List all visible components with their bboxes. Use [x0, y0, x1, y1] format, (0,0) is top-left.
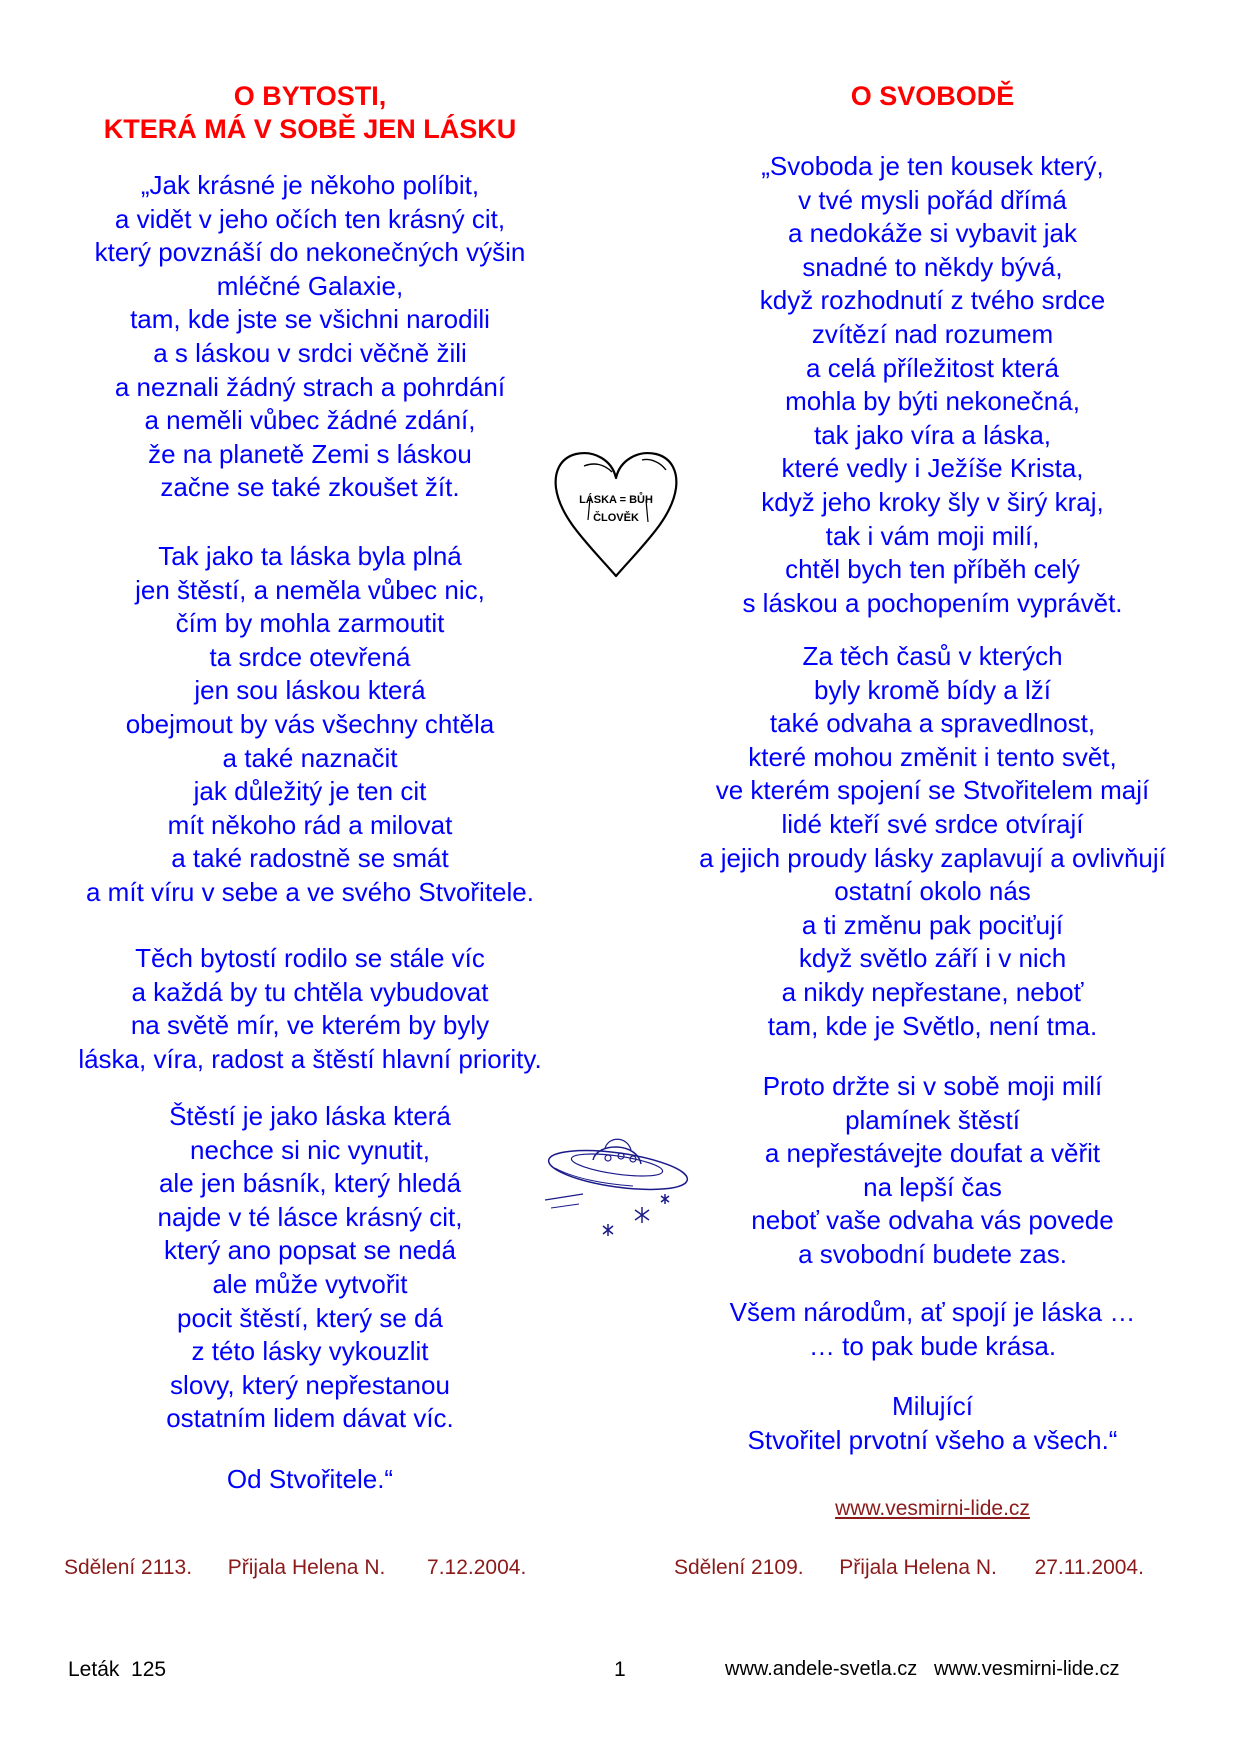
- verse-line: lidé kteří své srdce otvírají: [781, 808, 1084, 839]
- left-message-info: [64, 1556, 526, 1580]
- left-signature: [50, 1463, 570, 1497]
- verse-line: a nedokáže si vybavit jak: [787, 218, 1078, 249]
- verse-line: byly kromě bídy a lží: [814, 674, 1051, 705]
- verse-line: najde v té lásce krásný cit,: [157, 1201, 463, 1232]
- verse-line: když jeho kroky šly v širý kraj,: [761, 486, 1104, 517]
- message-date: 7.12.2004.: [427, 1556, 527, 1579]
- verse-line: začne se také zkoušet žít.: [160, 472, 460, 503]
- verse-line: Těch bytostí rodilo se stále víc: [135, 943, 485, 973]
- message-number: Sdělení 2109.: [674, 1556, 804, 1579]
- right-poem-title: [665, 80, 1200, 113]
- right-stanza-2: [665, 640, 1200, 1043]
- verse-line: na světě mír, ve kterém by byly: [130, 1010, 490, 1041]
- verse-line: zvítězí nad rozumem: [811, 318, 1054, 349]
- verse-line: čím by mohla zarmoutit: [175, 608, 445, 639]
- right-signature: [665, 1390, 1200, 1457]
- verse-line: slovy, který nepřestanou: [170, 1369, 450, 1400]
- title-line: O BYTOSTI,: [233, 81, 387, 111]
- heart-top-text: LÁSKA = BŮH: [579, 494, 653, 506]
- verse-line: který povznáší do nekonečných výšin: [94, 237, 526, 268]
- verse-line: mléčné Galaxie,: [216, 270, 404, 301]
- verse-line: ale může vytvořit: [212, 1268, 408, 1299]
- heart-bottom-text: ČLOVĚK: [593, 512, 639, 524]
- verse-line: pocit štěstí, který se dá: [177, 1302, 443, 1333]
- right-message-info: [674, 1556, 1144, 1580]
- received-by: Přijala Helena N.: [227, 1556, 386, 1579]
- verse-line: a vidět v jeho očích ten krásný cit,: [114, 203, 506, 234]
- heart-icon: [554, 448, 678, 582]
- verse-line: Všem národům, ať spojí je láska …: [729, 1297, 1136, 1327]
- verse-line: a mít víru v sebe a ve svého Stvořitele.: [86, 876, 534, 907]
- verse-line: „Jak krásné je někoho políbit,: [140, 170, 480, 200]
- verse-line: ale jen básník, který hledá: [158, 1168, 462, 1199]
- verse-line: a svobodní budete zas.: [798, 1238, 1067, 1269]
- verse-line: ve kterém spojení se Stvořitelem mají: [715, 775, 1150, 806]
- message-number: Sdělení 2113.: [64, 1556, 193, 1579]
- left-poem-title: [50, 80, 570, 146]
- left-stanza-2: [50, 540, 570, 910]
- verse-line: a celá příležitost která: [806, 352, 1059, 383]
- verse-line: Tak jako ta láska byla plná: [158, 541, 462, 571]
- right-stanza-4: [665, 1296, 1200, 1363]
- verse-line: láska, víra, radost a štěstí hlavní priority.: [78, 1043, 542, 1074]
- verse-line: a neznali žádný strach a pohrdání: [114, 371, 506, 402]
- verse-line: Za těch časů v kterých: [802, 641, 1063, 671]
- verse-line: jen sou láskou která: [194, 675, 426, 706]
- verse-line: snadné to někdy bývá,: [802, 251, 1063, 282]
- verse-line: obejmout by vás všechny chtěla: [125, 708, 495, 739]
- right-stanza-1: [665, 150, 1200, 620]
- verse-line: neboť vaše odvaha vás povede: [751, 1205, 1114, 1236]
- verse-line: ta srdce otevřená: [209, 641, 411, 672]
- verse-line: a ti změnu pak pociťují: [801, 909, 1064, 940]
- verse-line: Proto držte si v sobě moji milí: [762, 1071, 1103, 1101]
- verse-line: na lepší čas: [863, 1171, 1002, 1202]
- verse-line: s láskou a pochopením vyprávět.: [742, 587, 1123, 618]
- verse-line: také odvaha a spravedlnost,: [769, 708, 1096, 739]
- leaflet-number: Leták 125: [68, 1658, 167, 1681]
- verse-line: jak důležitý je ten cit: [193, 776, 427, 807]
- right-stanza-3: [665, 1070, 1200, 1272]
- verse-line: ostatní okolo nás: [834, 876, 1031, 907]
- verse-line: že na planetě Zemi s láskou: [148, 438, 472, 469]
- verse-line: a každá by tu chtěla vybudovat: [131, 976, 489, 1007]
- verse-line: a také naznačit: [222, 742, 398, 773]
- received-by: Přijala Helena N.: [839, 1556, 997, 1579]
- page-number: 1: [614, 1658, 626, 1681]
- verse-line: mít někoho rád a milovat: [167, 809, 453, 840]
- ufo-icon: [543, 1120, 693, 1250]
- left-stanza-1: [50, 169, 570, 505]
- left-stanza-4: [50, 1100, 570, 1436]
- verse-line: který ano popsat se nedá: [164, 1235, 456, 1266]
- title-line: KTERÁ MÁ V SOBĚ JEN LÁSKU: [103, 114, 517, 144]
- verse-line: a nepřestávejte doufat a věřit: [764, 1138, 1101, 1169]
- verse-line: když světlo září i v nich: [798, 943, 1067, 974]
- verse-line: tam, kde jste se všichni narodili: [130, 304, 490, 335]
- verse-line: v tvé mysli pořád dřímá: [798, 184, 1067, 215]
- verse-line: tak jako víra a láska,: [814, 419, 1051, 450]
- verse-line: a nikdy nepřestane, neboť: [781, 976, 1084, 1007]
- website-link[interactable]: www.vesmirni-lide.cz: [835, 1497, 1030, 1520]
- verse-line: a neměli vůbec žádné zdání,: [144, 405, 476, 436]
- verse-line: Milující: [892, 1391, 973, 1421]
- verse-line: tak i vám moji milí,: [825, 520, 1040, 551]
- verse-line: a s láskou v srdci věčně žili: [153, 337, 467, 368]
- verse-line: Stvořitel prvotní všeho a všech.“: [747, 1424, 1118, 1455]
- verse-line: chtěl bych ten příběh celý: [785, 554, 1080, 585]
- verse-line: které vedly i Ježíše Krista,: [781, 453, 1084, 484]
- verse-line: a také radostně se smát: [171, 843, 449, 874]
- footer-websites: www.andele-svetla.cz www.vesmirni-lide.cz: [725, 1658, 1120, 1680]
- verse-line: „Svoboda je ten kousek který,: [761, 151, 1104, 181]
- verse-line: když rozhodnutí z tvého srdce: [759, 285, 1106, 316]
- verse-line: tam, kde je Světlo, není tma.: [767, 1010, 1098, 1041]
- title-line: O SVOBODĚ: [850, 81, 1015, 111]
- verse-line: z této lásky vykouzlit: [191, 1336, 429, 1367]
- left-stanza-3: [50, 942, 570, 1076]
- verse-line: ostatním lidem dávat víc.: [166, 1403, 454, 1434]
- verse-line: Štěstí je jako láska která: [169, 1101, 451, 1131]
- verse-line: Od Stvořitele.“: [226, 1464, 394, 1494]
- verse-line: jen štěstí, a neměla vůbec nic,: [135, 574, 485, 605]
- verse-line: … to pak bude krása.: [808, 1330, 1057, 1361]
- message-date: 27.11.2004.: [1034, 1556, 1144, 1579]
- verse-line: a jejich proudy lásky zaplavují a ovlivňují: [699, 842, 1166, 873]
- verse-line: nechce si nic vynutit,: [190, 1134, 430, 1165]
- verse-line: mohla by býti nekonečná,: [785, 386, 1080, 417]
- verse-line: plamínek štěstí: [845, 1104, 1020, 1135]
- verse-line: které mohou změnit i tento svět,: [748, 741, 1117, 772]
